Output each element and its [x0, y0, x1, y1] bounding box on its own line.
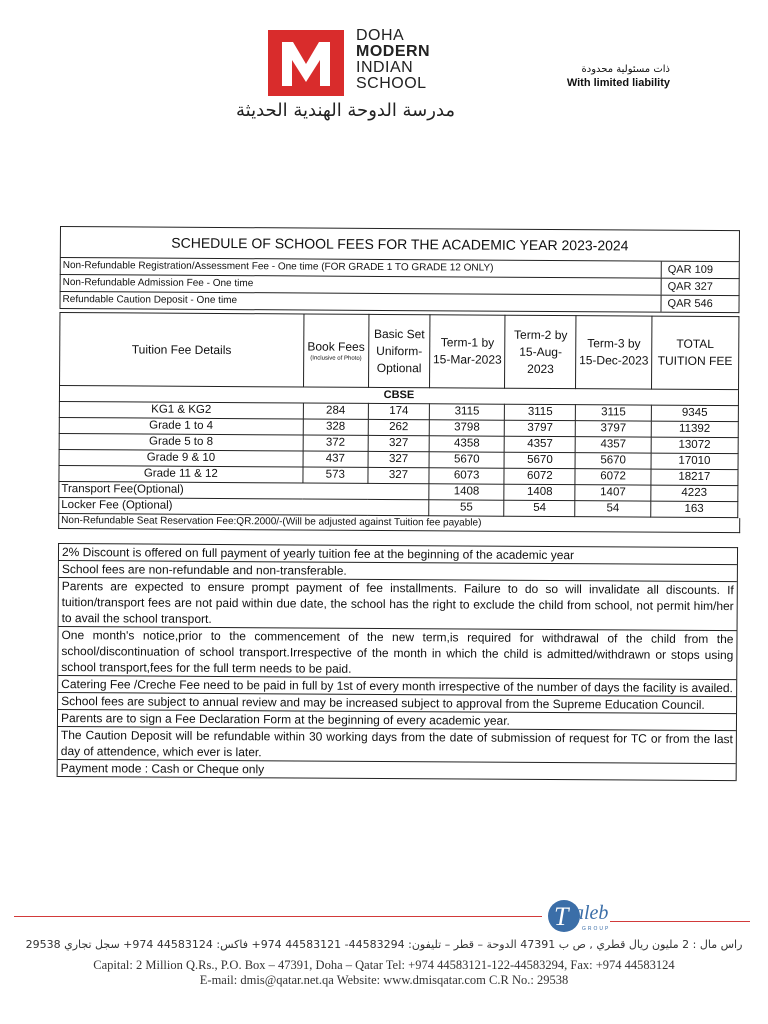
fee-amount: QAR 546: [660, 296, 738, 312]
header-book: [303, 314, 369, 387]
footer-divider-left: [14, 916, 542, 917]
total-cell: 18217: [651, 469, 738, 486]
term1-cell: 3115: [429, 404, 504, 420]
book-cell: 437: [303, 451, 368, 467]
note-item: 2% Discount is offered on full payment of yearly tuition fee at the beginning of the academic year: [59, 544, 737, 565]
table-header-row: [60, 313, 739, 390]
book-cell: 573: [303, 467, 368, 483]
note-item: One month's notice,prior to the commencement of the new term,is required for withdrawal of the child from the school/discontinuation of school transport.Irrespective of the month in which the child is admitted/withdrawn or stops using school transport,fees for the full term needs to be paid.: [58, 627, 736, 680]
term3-cell: 4357: [576, 437, 651, 453]
school-logo: [268, 30, 344, 96]
fee-label: Refundable Caution Deposit - One time: [62, 294, 238, 307]
note-item: Payment mode : Cash or Cheque only: [58, 760, 736, 781]
school-name-line: SCHOOL: [356, 75, 427, 92]
term3-cell: 1407: [575, 485, 650, 501]
school-name: [356, 28, 430, 92]
grade-cell: Grade 9 & 10: [59, 449, 303, 466]
transport-label: Transport Fee(Optional): [59, 481, 429, 499]
tuition-fee-table: [58, 312, 739, 518]
term1-cell: 5670: [429, 452, 504, 468]
header-book-label: Book Fees: [307, 339, 365, 354]
book-cell: 328: [303, 419, 368, 435]
footer-contact-line: Capital: 2 Million Q.Rs., P.O. Box – 47391, Doha – Qatar Tel: +974 44583121-122-44583294, Fax: +974 44583124: [93, 958, 675, 972]
school-name-line: DOHA: [356, 27, 405, 44]
total-cell: 163: [650, 501, 737, 518]
header-total: TOTAL TUITION FEE: [651, 316, 739, 390]
taleb-letter: T: [554, 902, 569, 931]
note-item: Parents are to sign a Fee Declaration Form at the beginning of every academic year.: [58, 710, 736, 731]
total-cell: 4223: [651, 485, 738, 502]
grade-cell: Grade 5 to 8: [59, 433, 303, 450]
seat-reservation-note: Non-Refundable Seat Reservation Fee:QR.2000/-(Will be adjusted against Tuition fee payable): [58, 514, 740, 533]
locker-label: Locker Fee (Optional): [59, 497, 429, 515]
term2-cell: 4357: [504, 436, 575, 452]
term1-cell: 1408: [429, 484, 504, 500]
fee-schedule: [57, 226, 740, 781]
schedule-title: SCHEDULE OF SCHOOL FEES FOR THE ACADEMIC YEAR 2023-2024: [60, 226, 740, 262]
uniform-cell: 174: [368, 403, 429, 419]
term3-cell: 6072: [575, 469, 650, 485]
term2-cell: 3115: [505, 404, 576, 420]
fee-label: Non-Refundable Registration/Assessment Fee - One time (FOR GRADE 1 TO GRADE 12 ONLY): [62, 260, 494, 274]
grade-cell: KG1 & KG2: [59, 401, 303, 418]
term2-cell: 6072: [504, 468, 575, 484]
taleb-wordmark: aleb: [574, 902, 609, 924]
term3-cell: 5670: [576, 453, 651, 469]
taleb-group-label: GROUP: [582, 926, 611, 932]
note-item: School fees are non-refundable and non-transferable.: [59, 561, 737, 582]
uniform-cell: 327: [368, 451, 429, 467]
total-cell: 17010: [651, 453, 738, 470]
school-name-arabic: مدرسة الدوحة الهندية الحديثة: [236, 100, 456, 121]
school-name-line: MODERN: [356, 43, 431, 60]
fee-amount: QAR 327: [661, 279, 739, 295]
grade-cell: Grade 1 to 4: [59, 417, 303, 434]
header-term3: Term-3 by 15-Dec-2023: [576, 316, 652, 389]
term3-cell: 54: [575, 501, 650, 517]
header-details: Tuition Fee Details: [60, 313, 304, 387]
footer-email-line: E-mail: dmis@qatar.net.qa Website: www.dmisqatar.com C.R No.: 29538: [199, 973, 569, 987]
total-cell: 13072: [651, 437, 738, 454]
taleb-group-logo: [548, 898, 611, 940]
header-term2: Term-2 by 15-Aug-2023: [505, 315, 577, 388]
uniform-cell: 327: [368, 435, 429, 451]
note-item: The Caution Deposit will be refundable within 30 working days from the date of submission of request for TC or from the last day of attendence, which ever is later.: [58, 727, 736, 764]
section-label: CBSE: [59, 386, 738, 406]
header-book-note: (Inclusive of Photo): [310, 355, 362, 362]
book-cell: 284: [303, 403, 368, 419]
footer-arabic-line: راس مال : 2 مليون ريال قطري , ص ب 47391 الدوحة – قطر – تليفون: 44583294- 44583121 974+ فاكس: 44583124 974+ سجل تجاري 29538: [25, 938, 743, 951]
fee-amount: QAR 109: [661, 262, 739, 278]
term3-cell: 3797: [576, 421, 651, 437]
term1-cell: 4358: [429, 436, 504, 452]
footer-divider-right: [610, 921, 750, 922]
liability-note: [555, 64, 670, 89]
header-uniform: Basic Set Uniform-Optional: [368, 314, 430, 387]
note-item: Parents are expected to ensure prompt payment of fee installments. Failure to do so will invalidate all discounts. If tuition/transport fees are not paid within due date, the school has the right to exclude the child from school, not permit him/her to avail the school transport.: [59, 578, 737, 631]
fee-notes: [57, 543, 738, 781]
term3-cell: 3115: [576, 405, 651, 421]
term1-cell: 3798: [429, 420, 504, 436]
term2-cell: 3797: [505, 420, 576, 436]
header-term1: Term-1 by 15-Mar-2023: [430, 315, 506, 388]
term2-cell: 1408: [504, 484, 575, 500]
school-name-line: INDIAN: [356, 59, 414, 76]
total-cell: 9345: [651, 405, 738, 422]
one-time-fee-row: [59, 292, 739, 313]
note-item: School fees are subject to annual review and may be increased subject to approval from the Supreme Education Council.: [58, 693, 736, 714]
term2-cell: 5670: [504, 452, 575, 468]
note-item: Catering Fee /Creche Fee need to be paid in full by 1st of every month irrespective of the number of days the facility is availed.: [58, 676, 736, 697]
term1-cell: 6073: [429, 468, 504, 484]
m-logo-icon: [268, 30, 344, 96]
book-cell: 372: [303, 435, 368, 451]
grade-cell: Grade 11 & 12: [59, 465, 303, 482]
liability-english: With limited liability: [566, 77, 670, 89]
term1-cell: 55: [429, 500, 504, 516]
total-cell: 11392: [651, 421, 738, 438]
liability-arabic: ذات مسئولية محدودة: [581, 64, 670, 75]
uniform-cell: 327: [368, 467, 429, 483]
term2-cell: 54: [504, 500, 575, 516]
uniform-cell: 262: [368, 419, 429, 435]
fee-label: Non-Refundable Admission Fee - One time: [62, 277, 254, 290]
